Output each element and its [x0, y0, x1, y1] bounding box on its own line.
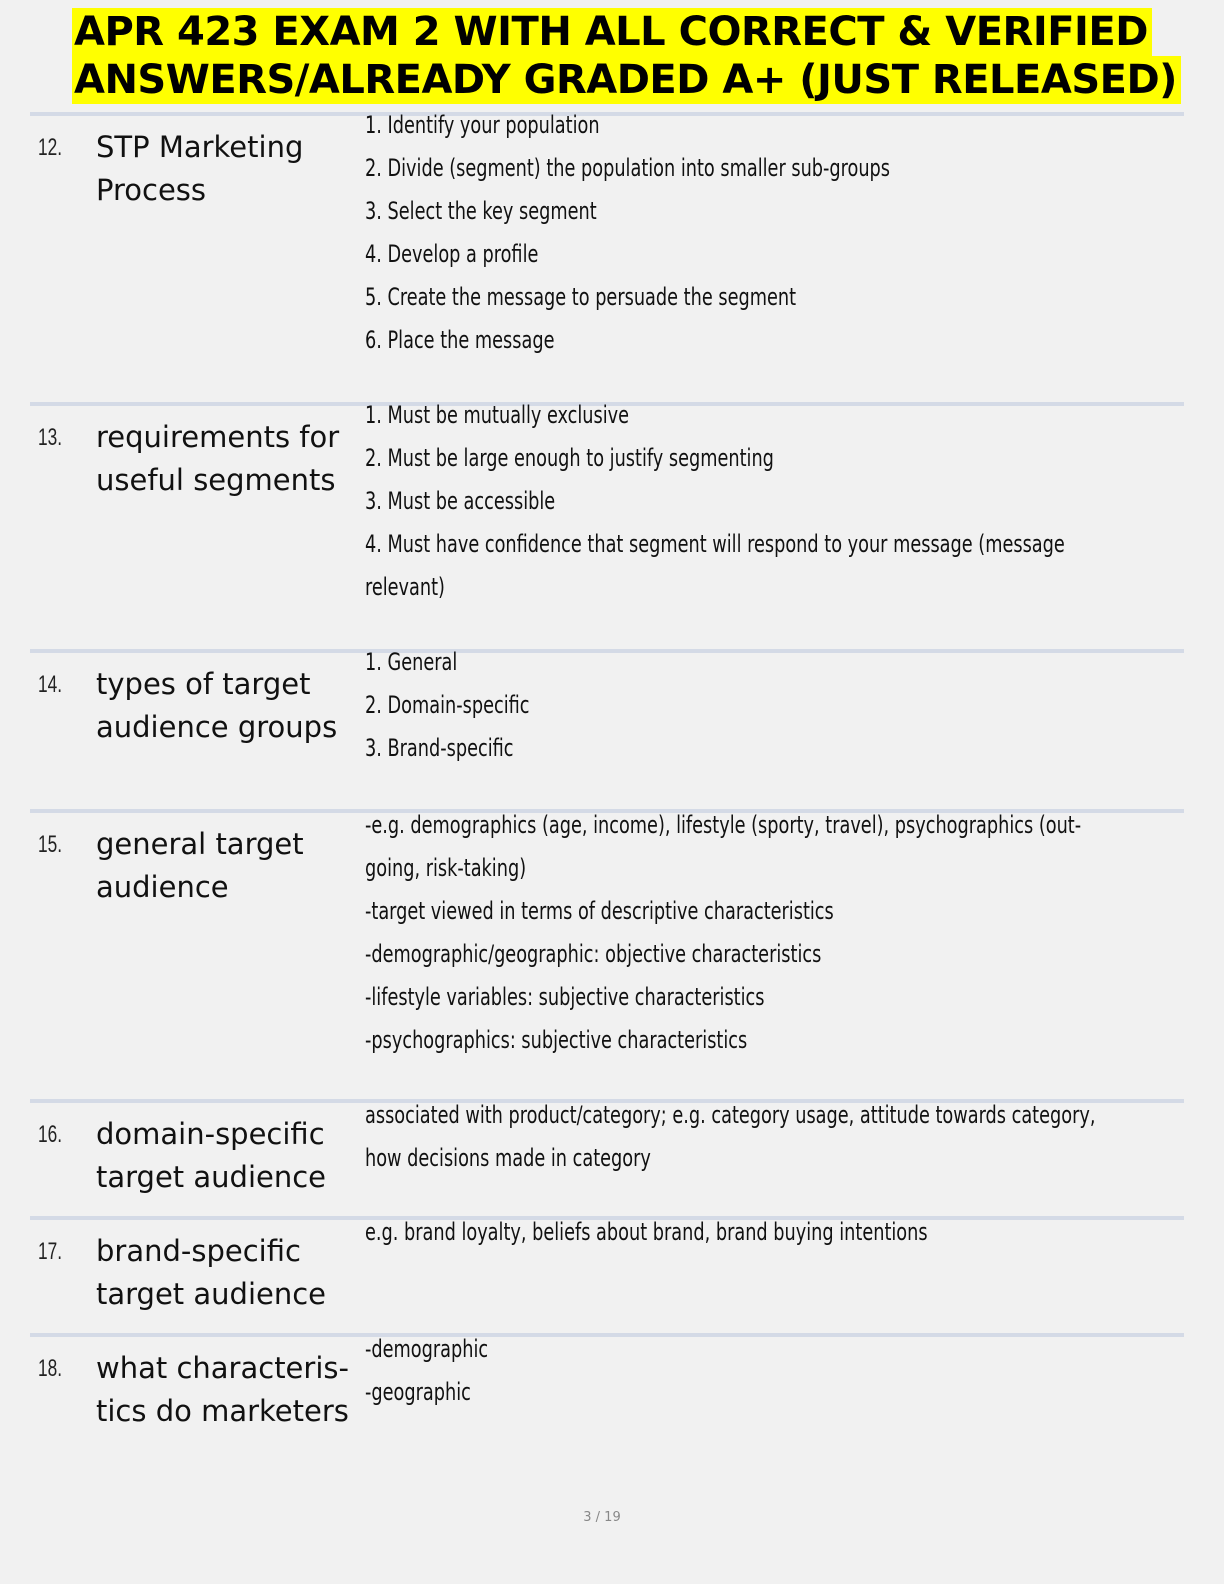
card-term — [96, 1230, 358, 1316]
term-line: tics do marketers — [96, 1394, 349, 1428]
term-line: audience — [96, 870, 229, 904]
title-line-1: APR 423 EXAM 2 WITH ALL CORRECT & VERIFIED — [72, 8, 1152, 56]
page-indicator: 3 / 19 — [583, 1510, 621, 1525]
answer-line: e.g. brand loyalty, beliefs about brand, brand buying intentions — [365, 1218, 928, 1246]
term-line: general target — [96, 827, 304, 861]
answer-line: -psychographics: subjective characteristics — [365, 1026, 748, 1054]
card-answer — [365, 1094, 1145, 1180]
answer-line: 4. Develop a profile — [365, 240, 539, 268]
answer-line: 2. Divide (segment) the population into smaller sub-groups — [365, 154, 891, 182]
answer-line: -demographic/geographic: objective characteristics — [365, 940, 822, 968]
card-term — [96, 416, 358, 502]
answer-line: 3. Brand-specific — [365, 734, 514, 762]
term-line: useful segments — [96, 463, 336, 497]
term-line: brand-specific — [96, 1234, 301, 1268]
card-answer — [365, 394, 1145, 609]
card-number: 18. — [38, 1355, 63, 1382]
card-number: 14. — [38, 671, 63, 698]
card-number: 16. — [38, 1121, 63, 1148]
answer-line: 5. Create the message to persuade the segment — [365, 283, 797, 311]
card-answer — [365, 804, 1145, 1062]
answer-line: -lifestyle variables: subjective characteristics — [365, 983, 765, 1011]
term-line: STP Marketing — [96, 130, 304, 164]
card-answer — [365, 641, 1145, 770]
answer-line: 1. Must be mutually exclusive — [365, 401, 630, 429]
term-line: domain-specific — [96, 1117, 325, 1151]
term-line: requirements for — [96, 420, 340, 454]
card-term — [96, 663, 358, 749]
card-number: 13. — [38, 424, 63, 451]
answer-line: relevant) — [365, 573, 445, 601]
card-term — [96, 126, 358, 212]
card-term — [96, 823, 358, 909]
answer-line: 3. Must be accessible — [365, 487, 556, 515]
answer-line: associated with product/category; e.g. category usage, attitude towards category, — [365, 1101, 1096, 1129]
answer-line: 2. Domain-specific — [365, 691, 530, 719]
answer-line: -e.g. demographics (age, income), lifestyle (sporty, travel), psychographics (out- — [365, 811, 1082, 839]
answer-line: 2. Must be large enough to justify segmenting — [365, 444, 774, 472]
answer-line: how decisions made in category — [365, 1144, 651, 1172]
title-line-2: ANSWERS/ALREADY GRADED A+ (JUST RELEASED) — [72, 56, 1181, 104]
term-line: target audience — [96, 1277, 327, 1311]
term-line: Process — [96, 173, 207, 207]
answer-line: 4. Must have confidence that segment will respond to your message (message — [365, 530, 1065, 558]
card-number: 17. — [38, 1238, 63, 1265]
card-answer — [365, 1328, 1145, 1414]
answer-line: 1. General — [365, 648, 458, 676]
answer-line: 1. Identify your population — [365, 111, 600, 139]
document-title — [72, 8, 1181, 104]
answer-line: -demographic — [365, 1335, 489, 1363]
answer-line: 6. Place the message — [365, 326, 555, 354]
term-line: audience groups — [96, 710, 338, 744]
term-line: target audience — [96, 1160, 327, 1194]
card-term — [96, 1347, 358, 1433]
term-line: types of target — [96, 667, 311, 701]
card-answer — [365, 1211, 1145, 1254]
answer-line: -geographic — [365, 1378, 471, 1406]
card-number: 12. — [38, 134, 63, 161]
answer-line: 3. Select the key segment — [365, 197, 597, 225]
card-number: 15. — [38, 831, 63, 858]
term-line: what characteris- — [96, 1351, 349, 1385]
answer-line: going, risk-taking) — [365, 854, 527, 882]
answer-line: -target viewed in terms of descriptive characteristics — [365, 897, 834, 925]
card-answer — [365, 104, 1145, 362]
card-term — [96, 1113, 358, 1199]
